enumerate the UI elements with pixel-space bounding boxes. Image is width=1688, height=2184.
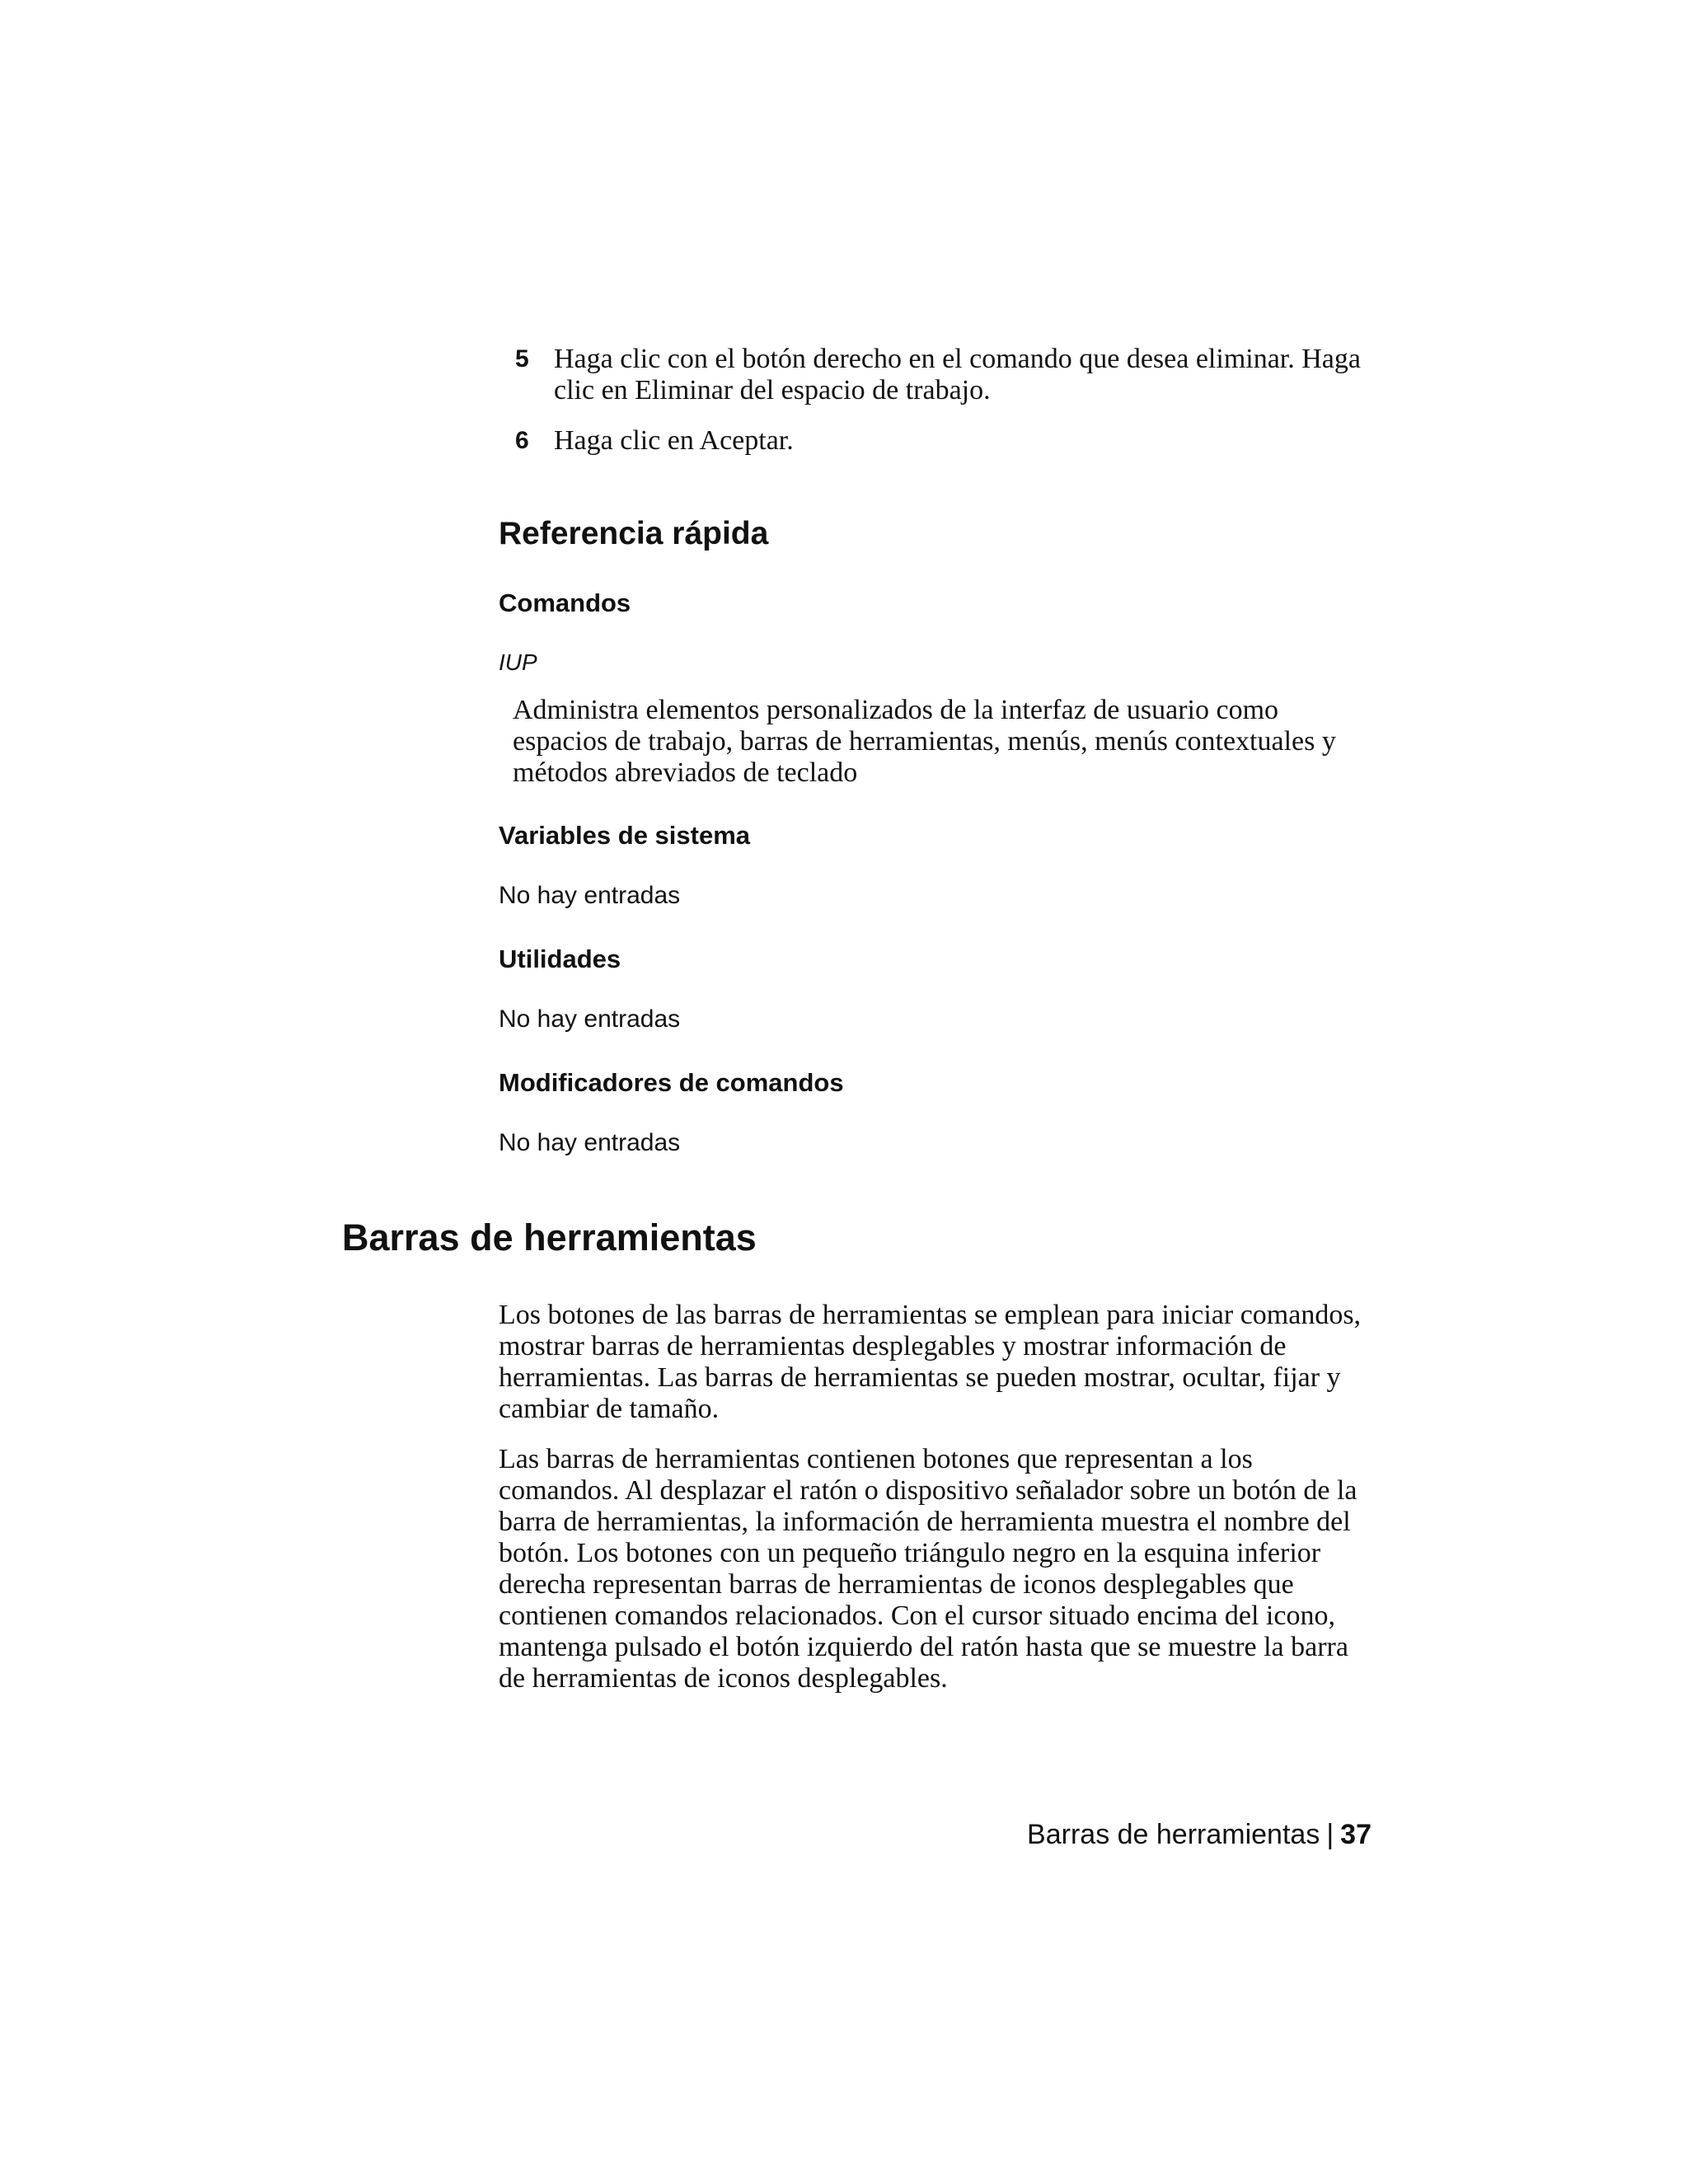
command-description: Administra elementos personalizados de la interfaz de usuario como espacios de trabajo, barras de herramientas, menús, menús contextuales y métodos abreviados de teclado [513,695,1336,788]
footer-label: Barras de herramientas [1027,1819,1320,1850]
command-modifiers-heading: Modificadores de comandos [499,1068,844,1097]
system-variables-text: No hay entradas [499,882,681,909]
command-term: IUP [499,649,537,675]
section-paragraph: Los botones de las barras de herramientas se emplean para iniciar comandos, mostrar barras de herramientas desplegables y mostrar información de herramientas. Las barras de herramientas se pueden mostrar, ocultar, fijar y cambiar de tamaño. [499,1300,1362,1424]
step-text: Haga clic con el botón derecho en el comando que desea eliminar. Haga clic en Eliminar del espacio de trabajo. [554,344,1361,405]
utilities-heading: Utilidades [499,944,621,973]
section-heading: Barras de herramientas [342,1216,757,1258]
utilities-text: No hay entradas [499,1005,681,1033]
page-footer [1027,1818,1372,1851]
step-number: 6 [515,427,529,454]
system-variables-heading: Variables de sistema [499,821,751,850]
quick-reference-heading: Referencia rápida [499,516,769,551]
commands-heading: Comandos [499,588,631,617]
command-modifiers-text: No hay entradas [499,1129,681,1156]
footer-separator: | [1326,1819,1334,1850]
step-number: 5 [515,345,529,373]
step-text: Haga clic en Aceptar. [554,425,794,456]
section-paragraph: Las barras de herramientas contienen botones que representan a los comandos. Al desplazar el ratón o dispositivo señalador sobre un botón de la barra de herramientas, la información de herramienta muestra el nombre del botón. Los botones con un pequeño triángulo negro en la esquina inferior derecha representan barras de herramientas de iconos desplegables que contienen comandos relacionados. Con el cursor situado encima del icono, mantenga pulsado el botón izquierdo del ratón hasta que se muestre la barra de herramientas de iconos desplegables. [499,1444,1357,1694]
page-number: 37 [1340,1819,1372,1850]
